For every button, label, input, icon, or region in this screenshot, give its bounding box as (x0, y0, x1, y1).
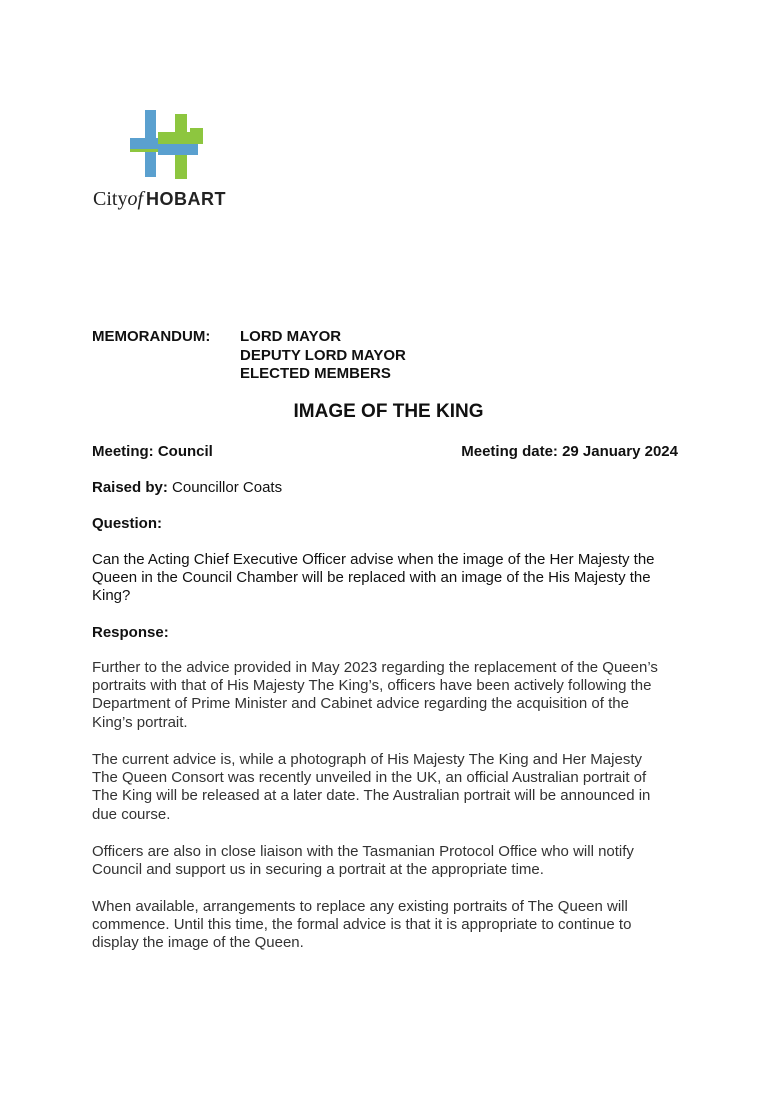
raised-by-label: Raised by: (92, 479, 168, 496)
response-line: Council and support us in securing a portrait at the appropriate time. (92, 861, 544, 879)
response-line: commence. Until this time, the formal advice is that it is appropriate to continue to (92, 916, 632, 934)
response-paragraph-1 (92, 659, 692, 732)
response-paragraph-2 (92, 751, 692, 824)
meeting-name: Meeting: Council (92, 443, 213, 460)
response-line: The Queen Consort was recently unveiled in the UK, an official Australian portrait of (92, 769, 647, 787)
hobart-cross-logo-icon (130, 110, 204, 180)
raised-by-value: Councillor Coats (172, 479, 283, 496)
logo-of-text: of (127, 188, 144, 210)
question-line: Can the Acting Chief Executive Officer advise when the image of the Her Majesty the (92, 551, 655, 568)
logo-hobart-text: HOBART (146, 189, 227, 209)
logo-wordmark (93, 188, 226, 211)
memo-recipients (240, 328, 540, 384)
response-line: King’s portrait. (92, 713, 188, 731)
memo-label: MEMORANDUM: (92, 328, 211, 345)
city-of-hobart-logo (93, 110, 243, 210)
meeting-date: Meeting date: 29 January 2024 (461, 443, 678, 460)
response-paragraph-3 (92, 843, 692, 879)
question-line: King? (92, 587, 131, 605)
response-heading: Response: (92, 624, 169, 641)
response-line: When available, arrangements to replace any existing portraits of The Queen will (92, 898, 628, 915)
question-text (92, 551, 692, 606)
memo-recipient: DEPUTY LORD MAYOR (240, 346, 406, 364)
document-title: IMAGE OF THE KING (293, 401, 484, 422)
question-line: Queen in the Council Chamber will be replaced with an image of the His Majesty the (92, 569, 651, 587)
response-line: The King will be released at a later date. The Australian portrait will be announced in (92, 787, 651, 805)
response-line: due course. (92, 805, 171, 823)
logo-city-text: City (93, 188, 128, 210)
response-line: portraits with that of His Majesty The King’s, officers have been actively following the (92, 677, 652, 695)
response-line: display the image of the Queen. (92, 934, 304, 952)
response-line: Further to the advice provided in May 2023 regarding the replacement of the Queen’s (92, 659, 658, 676)
raised-by (92, 479, 282, 496)
response-paragraph-4 (92, 898, 692, 953)
response-line: Department of Prime Minister and Cabinet advice regarding the acquisition of the (92, 695, 629, 713)
memo-recipient: LORD MAYOR (240, 328, 342, 345)
response-line: The current advice is, while a photograph of His Majesty The King and Her Majesty (92, 751, 642, 768)
question-heading: Question: (92, 515, 162, 532)
memo-recipient: ELECTED MEMBERS (240, 365, 391, 382)
response-line: Officers are also in close liaison with the Tasmanian Protocol Office who will notify (92, 843, 634, 860)
